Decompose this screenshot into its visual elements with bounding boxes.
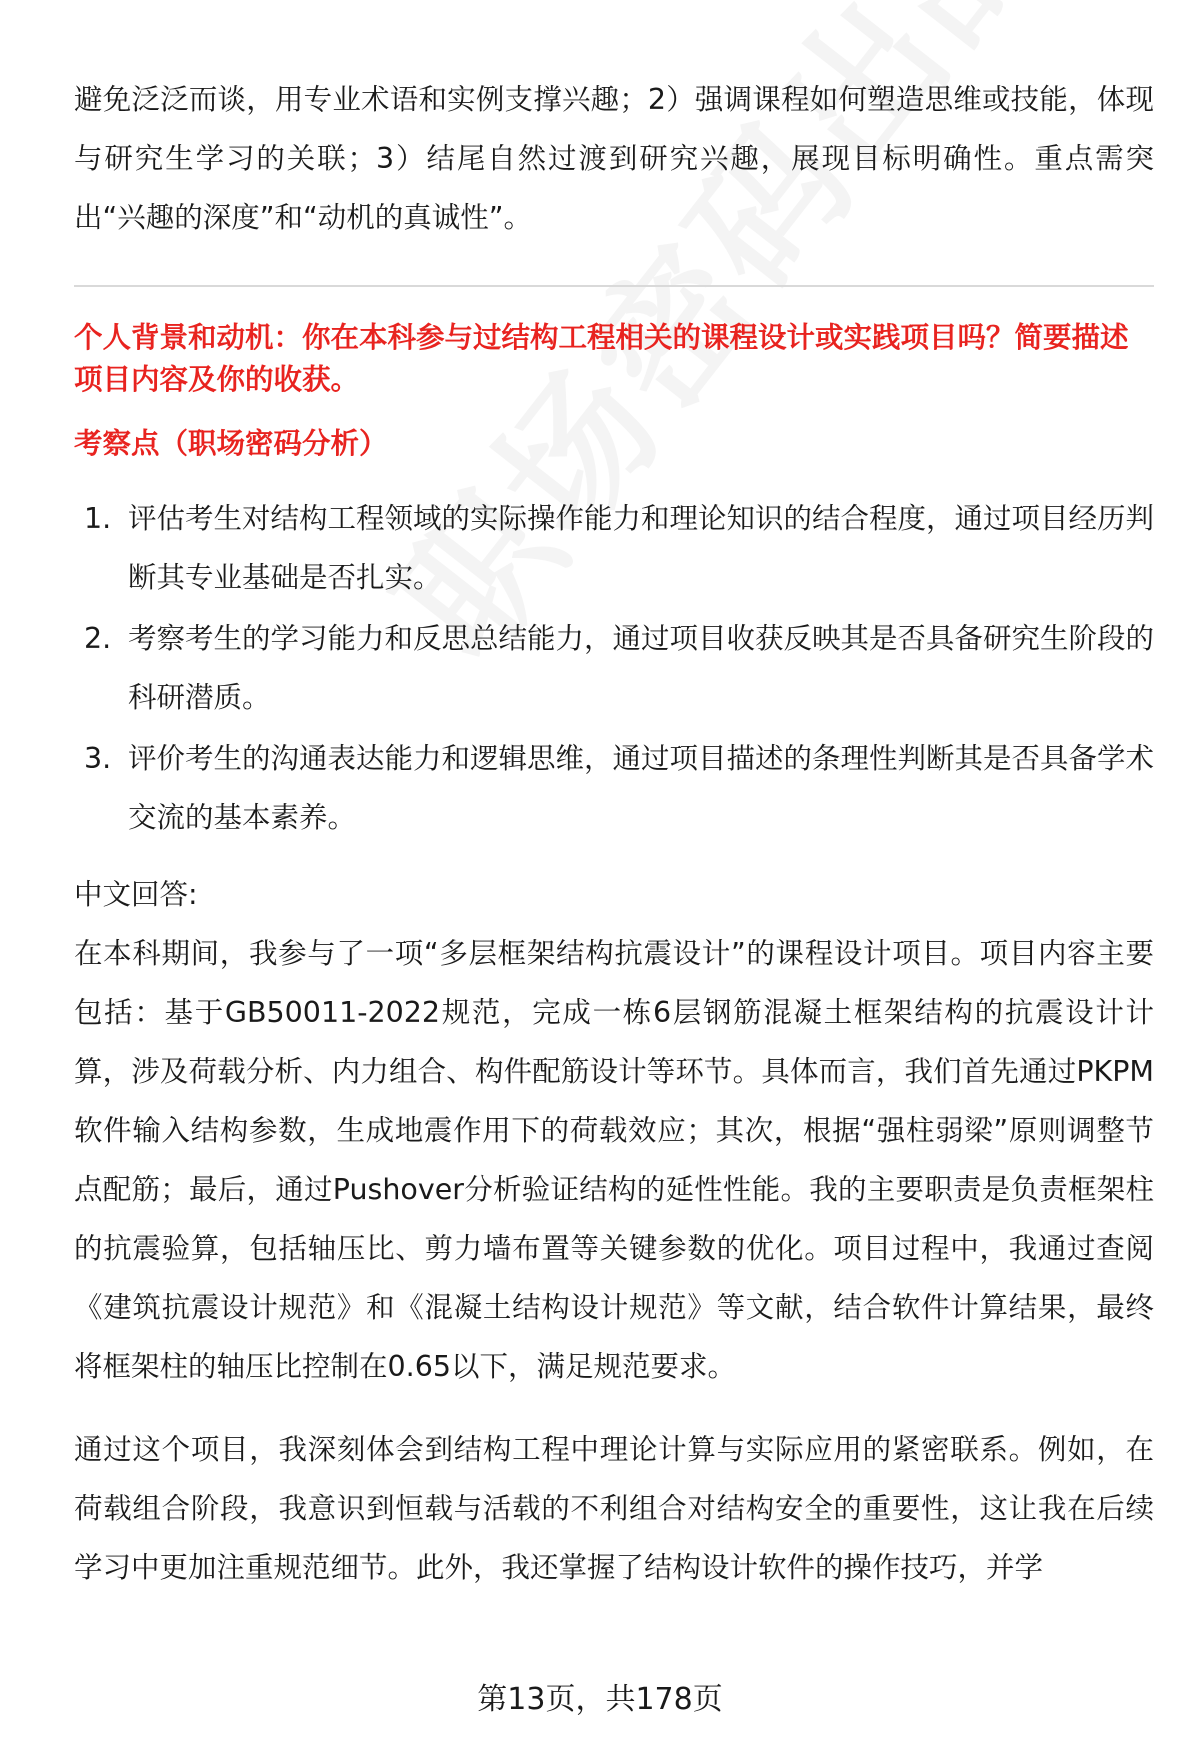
- section-divider: [74, 285, 1154, 287]
- intro-paragraph: 避免泛泛而谈，用专业术语和实例支撑兴趣；2）强调课程如何塑造思维或技能，体现与研究生学习的关联；3）结尾自然过渡到研究兴趣，展现目标明确性。重点需突出“兴趣的深度”和“动机的真诚性”。: [74, 83, 1154, 234]
- exam-point-number: 2.: [84, 622, 112, 655]
- page-number-footer: 第13页，共178页: [477, 1682, 723, 1717]
- question-heading: 个人背景和动机：你在本科参与过结构工程相关的课程设计或实践项目吗？简要描述项目内容及你的收获。: [74, 321, 1129, 396]
- answer-label: 中文回答:: [74, 878, 198, 911]
- exam-point-item: [74, 729, 1154, 847]
- answer-paragraph: 在本科期间，我参与了一项“多层框架结构抗震设计”的课程设计项目。项目内容主要包括：基于GB50011-2022规范，完成一栋6层钢筋混凝土框架结构的抗震设计计算，涉及荷载分析、内力组合、构件配筋设计等环节。具体而言，我们首先通过PKPM软件输入结构参数，生成地震作用下的荷载效应；其次，根据“强柱弱梁”原则调整节点配筋；最后，通过Pushover分析验证结构的延性性能。我的主要职责是负责框架柱的抗震验算，包括轴压比、剪力墙布置等关键参数的优化。项目过程中，我通过查阅《建筑抗震设计规范》和《混凝土结构设计规范》等文献，结合软件计算结果，最终将框架柱的轴压比控制在0.65以下，满足规范要求。: [74, 937, 1154, 1383]
- exam-point-text: 考察考生的学习能力和反思总结能力，通过项目收获反映其是否具备研究生阶段的科研潜质。: [128, 622, 1155, 714]
- exam-point-number: 1.: [84, 502, 112, 535]
- exam-points-heading: 考察点（职场密码分析）: [74, 427, 388, 460]
- exam-point-item: [74, 609, 1154, 727]
- exam-point-text: 评估考生对结构工程领域的实际操作能力和理论知识的结合程度，通过项目经历判断其专业基础是否扎实。: [128, 502, 1155, 594]
- exam-points-list: [74, 489, 1154, 847]
- document-page: [74, 70, 1154, 1597]
- exam-point-number: 3.: [84, 742, 112, 775]
- exam-point-text: 评价考生的沟通表达能力和逻辑思维，通过项目描述的条理性判断其是否具备学术交流的基本素养。: [128, 742, 1155, 834]
- answer-paragraph: 通过这个项目，我深刻体会到结构工程中理论计算与实际应用的紧密联系。例如，在荷载组合阶段，我意识到恒载与活载的不利组合对结构安全的重要性，这让我在后续学习中更加注重规范细节。此外，我还掌握了结构设计软件的操作技巧，并学: [74, 1433, 1154, 1584]
- exam-point-item: [74, 489, 1154, 607]
